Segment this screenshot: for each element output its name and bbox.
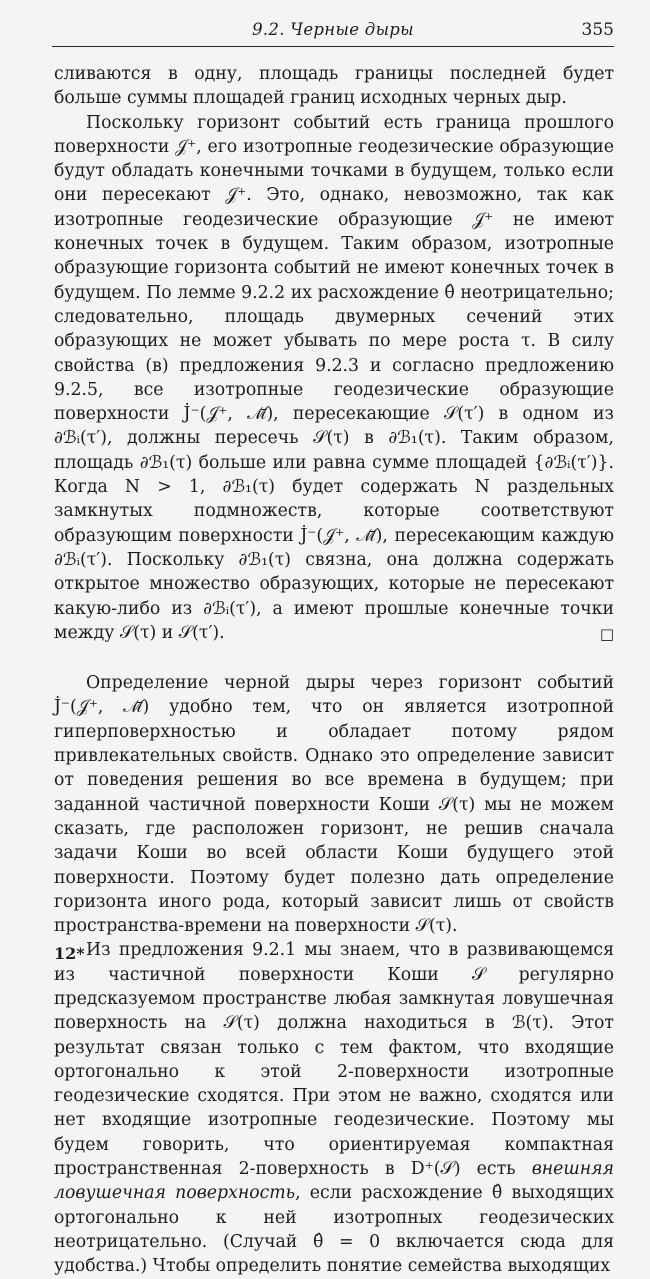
paragraph-proof — [54, 111, 614, 646]
trapped-text-start: Из предложения 9.2.1 мы знаем, что в развивающемся из частичной поверхности Коши 𝒮 регулярно предсказуемом пространстве любая замкнутая ловушечная поверхность на 𝒮(τ) должна находиться в ℬ(τ). Этот результат связан только с тем фактом, что входящие ортогонально к этой 2-поверхности изотропные геодезические сходятся. При этом не важно, сходятся или нет входящие изотропные геодезические. Поэтому мы будем говорить, что ориентируемая компактная пространственная 2-поверхность в D⁺(𝒮) есть — [54, 940, 614, 1180]
body-text — [54, 62, 614, 1279]
proof-text: Поскольку горизонт событий есть граница прошлого поверхности 𝒥⁺, его изотропные геодезические образующие будут обладать конечными точками в будущем, только если они пересекают 𝒥⁺. Это, однако, невозможно, так как изотропные геодезические образующие 𝒥⁺ не имеют конечных точек в будущем. Таким образом, изотропные образующие горизонта событий не имеют конечных точек в будущем. По лемме 9.2.2 их расхождение θ̂ неотрицательно; следовательно, площадь двумерных сечений этих образующих не может убывать по мере роста τ. В силу свойства (в) предложения 9.2.3 и согласно предложению 9.2.5, все изотропные геодезические образующие поверхности J̇⁻(𝒥⁺, ℳ̄), пересекающие 𝒮(τ′) в одном из ∂ℬᵢ(τ′), должны пересечь 𝒮(τ) в ∂ℬ₁(τ). Таким образом, площадь ∂ℬ₁(τ) больше или равна сумме площадей {∂ℬᵢ(τ′)}. Когда N > 1, ∂ℬ₁(τ) будет содержать N раздельных замкнутых подмножеств, которые соответствуют образующим поверхности J̇⁻(𝒥⁺, ℳ̄), пересекающим каждую ∂ℬᵢ(τ′). Поскольку ∂ℬ₁(τ) связна, она должна содержать открытое множество образующих, которые не пересекают какую-либо из ∂ℬᵢ(τ′), а имеют прошлые конечные точки между 𝒮(τ) и 𝒮(τ′). — [54, 112, 614, 643]
page-number: 355 — [581, 20, 614, 40]
term-outer-trapped-surface: внешняя ловушечная поверхность — [54, 1159, 614, 1204]
paragraph-trapped-surface — [54, 938, 614, 1278]
running-head — [52, 16, 614, 47]
section-title: 9.2. Черные дыры — [252, 20, 414, 39]
paragraph-definition: Определение черной дыры через горизонт событий J̇⁻(𝒥⁺, ℳ̄) удобно тем, что он является изотропной гиперповерхностью и обладает потому рядом привлекательных свойств. Однако это определение зависит от поведения решения во все времена в будущем; при заданной частичной поверхности Коши 𝒮(τ) мы не можем сказать, где расположен горизонт, не решив сначала задачи Коши во всей области Коши будущего этой поверхности. Поэтому будет полезно дать определение горизонта иного рода, который зависит лишь от свойств пространства-времени на поверхности 𝒮(τ). — [54, 673, 614, 937]
trapped-text-end: , если расхождение θ̂ выходящих ортогонально к ней изотропных геодезических неотрицательно. (Случай θ̂ = 0 включается сюда для удобства.) Чтобы определить понятие семейства выходящих — [54, 1183, 614, 1277]
paragraph-continuation: сливаются в одну, площадь границы последней будет больше суммы площадей границ исходных черных дыр. — [54, 64, 614, 109]
signature-mark: 12* — [54, 944, 85, 963]
qed-icon: □ — [599, 624, 614, 643]
section-gap — [54, 645, 614, 671]
